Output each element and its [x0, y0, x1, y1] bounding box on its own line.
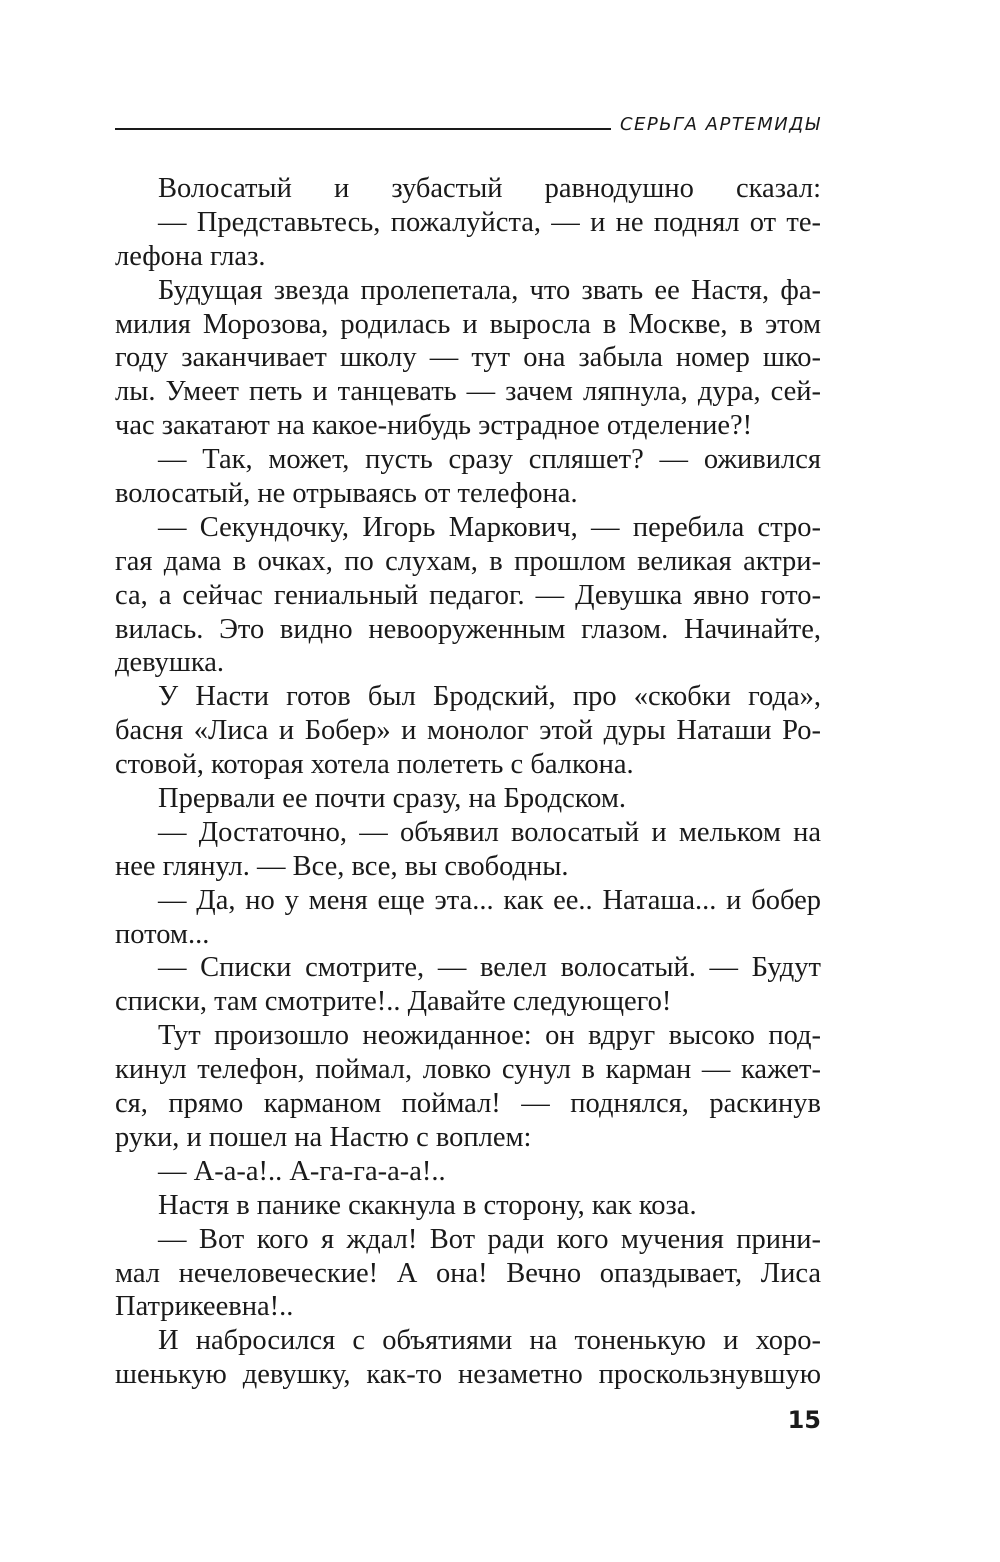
- running-title: СЕРЬГА АРТЕМИДЫ: [619, 114, 821, 135]
- text-line: вилась. Это видно невооруженным глазом. Начинайте,: [115, 613, 821, 645]
- text-line: девушка.: [115, 647, 225, 679]
- text-line: — Секундочку, Игорь Маркович, — перебила стро-: [158, 511, 821, 543]
- text-line: ся, прямо карманом поймал! — поднялся, раскинув: [115, 1088, 821, 1120]
- text-line: мал нечеловеческие! А она! Вечно опаздывает, Лиса: [115, 1257, 821, 1289]
- text-line: са, а сейчас гениальный педагог. — Девушка явно гото-: [115, 579, 821, 611]
- text-line: кинул телефон, поймал, ловко сунул в карман — кажет-: [115, 1054, 821, 1086]
- text-line: — Так, может, пусть сразу спляшет? — оживился: [158, 444, 821, 476]
- text-line: басня «Лиса и Бобер» и монолог этой дуры Наташи Ро-: [115, 715, 821, 747]
- text-line: потом...: [115, 918, 210, 950]
- text-line: нее глянул. — Все, все, вы свободны.: [115, 850, 569, 882]
- page-number: 15: [787, 1406, 821, 1434]
- body-text: [115, 172, 821, 1392]
- text-line: шенькую девушку, как-то незаметно проскользнувшую: [115, 1359, 821, 1391]
- text-line: Патрикеевна!..: [115, 1291, 294, 1323]
- text-line: волосатый, не отрываясь от телефона.: [115, 478, 578, 510]
- text-line: — Представьтесь, пожалуйста, — и не поднял от те-: [158, 206, 821, 238]
- text-line: милия Морозова, родилась и выросла в Москве, в этом: [115, 308, 821, 340]
- running-head: [115, 110, 821, 140]
- text-line: лефона глаз.: [115, 240, 266, 272]
- text-line: Настя в панике скакнула в сторону, как коза.: [158, 1189, 697, 1221]
- text-line: гая дама в очках, по слухам, в прошлом великая актри-: [115, 545, 821, 577]
- text-line: — Списки смотрите, — велел волосатый. — Будут: [158, 952, 821, 984]
- text-line: Тут произошло неожиданное: он вдруг высоко под-: [158, 1020, 821, 1052]
- text-line: час закатают на какое-нибудь эстрадное отделение?!: [115, 410, 753, 442]
- text-line: списки, там смотрите!.. Давайте следующего!: [115, 986, 672, 1018]
- text-line: Будущая звезда пролепетала, что звать ее Настя, фа-: [158, 274, 821, 306]
- text-line: — Вот кого я ждал! Вот ради кого мучения прини-: [158, 1223, 821, 1255]
- text-line: Прервали ее почти сразу, на Бродском.: [158, 783, 627, 815]
- text-line: лы. Умеет петь и танцевать — зачем ляпнула, дура, сей-: [115, 376, 821, 408]
- text-line: Волосатый и зубастый равнодушно сказал:: [158, 173, 821, 204]
- text-line: — Достаточно, — объявил волосатый и мельком на: [158, 816, 821, 848]
- text-line: — Да, но у меня еще эта... как ее.. Наташа... и бобер: [158, 884, 821, 916]
- header-rule: [115, 128, 611, 130]
- text-line: руки, и пошел на Настю с воплем:: [115, 1121, 532, 1153]
- text-line: году заканчивает школу — тут она забыла номер шко-: [115, 342, 821, 374]
- text-line: — А-а-а!.. А-га-га-а-а!..: [158, 1155, 446, 1187]
- text-line: У Насти готов был Бродский, про «скобки года»,: [158, 681, 821, 713]
- text-line: стовой, которая хотела полететь с балкона.: [115, 749, 634, 781]
- text-line: И набросился с объятиями на тоненькую и хоро-: [158, 1325, 821, 1357]
